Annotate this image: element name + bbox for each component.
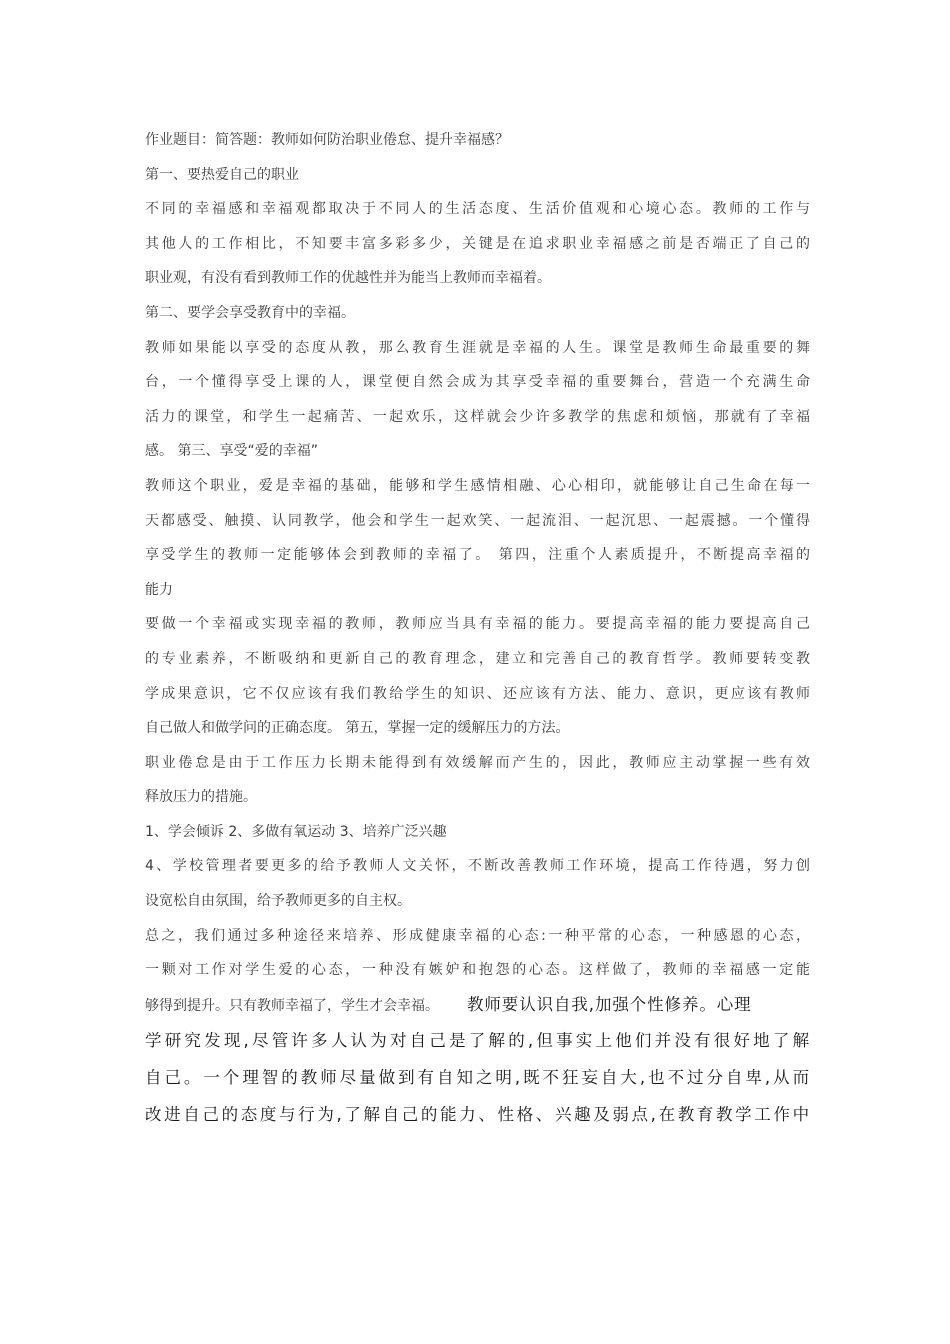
mixed-line <box>145 988 810 1023</box>
paragraph-line: 职业倦怠是由于工作压力长期未能得到有效缓解而产生的，因此，教师应主动掌握一些有效 <box>145 754 810 771</box>
assignment-title: 作业题目：简答题：教师如何防治职业倦怠、提升幸福感？ <box>145 132 509 148</box>
paragraph-line: 要做一个幸福或实现幸福的教师，教师应当具有幸福的能力。要提高幸福的能力要提高自己 <box>145 616 810 633</box>
paragraph-line: 其他人的工作相比，不知要丰富多彩多少，关键是在追求职业幸福感之前是否端正了自己的 <box>145 235 810 252</box>
list-line: 4、学校管理者要更多的给予教师人文关怀，不断改善教师工作环境，提高工作待遇，努力创 <box>145 858 810 875</box>
paragraph-line: 总之，我们通过多种途径来培养、形成健康幸福的心态:一种平常的心态，一种感恩的心态， <box>145 927 810 944</box>
paragraph-line: 天都感受、触摸、认同教学，他会和学生一起欢笑、一起流泪、一起沉思、一起震撼。一个懂得 <box>145 512 810 529</box>
large-paragraph-line: 改进自己的态度与行为,了解自己的能力、性格、兴趣及弱点,在教育教学工作中 <box>145 1105 810 1125</box>
mixed-line-large-text: 教师要认识自我,加强个性修养。心理 <box>467 994 752 1014</box>
paragraph-line: 的专业素养，不断吸纳和更新自己的教育理念，建立和完善自己的教育哲学。教师要转变教 <box>145 650 810 667</box>
large-paragraph-line: 学研究发现,尽管许多人认为对自己是了解的,但事实上他们并没有很好地了解 <box>145 1031 810 1051</box>
paragraph-line: 释放压力的措施。 <box>145 789 257 806</box>
document-body <box>145 123 810 1133</box>
paragraph-line: 享受学生的教师一定能够体会到教师的幸福了。 第四，注重个人素质提升，不断提高幸福的 <box>145 547 810 564</box>
mixed-line-small-text: 够得到提升。只有教师幸福了，学生才会幸福。 <box>145 997 439 1014</box>
paragraph-line: 能力 <box>145 581 173 598</box>
section-heading-1: 第一、要热爱自己的职业 <box>145 166 299 183</box>
paragraph-line: 自己做人和做学问的正确态度。 第五，掌握一定的缓解压力的方法。 <box>145 720 570 737</box>
list-line: 设宽松自由氛围，给予教师更多的自主权。 <box>145 893 411 910</box>
paragraph-line: 教师这个职业，爱是幸福的基础，能够和学生感情相融、心心相印，就能够让自己生命在每一 <box>145 477 810 494</box>
paragraph-line: 不同的幸福感和幸福观都取决于不同人的生活态度、生活价值观和心境心态。教师的工作与 <box>145 201 810 218</box>
paragraph-line: 学成果意识，它不仅应该有我们教给学生的知识、还应该有方法、能力、意识，更应该有教师 <box>145 685 810 702</box>
paragraph-line: 感。 第三、享受“爱的幸福” <box>145 443 318 460</box>
list-line: 1、学会倾诉 2、多做有氧运动 3、培养广泛兴趣 <box>145 823 447 840</box>
paragraph-line: 一颗对工作对学生爱的心态，一种没有嫉妒和抱怨的心态。这样做了，教师的幸福感一定能 <box>145 962 810 979</box>
paragraph-line: 教师如果能以享受的态度从教，那么教育生涯就是幸福的人生。课堂是教师生命最重要的舞 <box>145 339 810 356</box>
paragraph-line: 台，一个懂得享受上课的人，课堂便自然会成为其享受幸福的重要舞台，营造一个充满生命 <box>145 374 810 391</box>
section-heading-2: 第二、要学会享受教育中的幸福。 <box>145 304 355 321</box>
paragraph-line: 活力的课堂，和学生一起痛苦、一起欢乐，这样就会少许多教学的焦虑和烦恼，那就有了幸福 <box>145 408 810 425</box>
paragraph-line: 职业观，有没有看到教师工作的优越性并为能当上教师而幸福着。 <box>145 270 551 287</box>
large-paragraph-line: 自己。一个理智的教师尽量做到有自知之明,既不狂妄自大,也不过分自卑,从而 <box>145 1068 810 1088</box>
